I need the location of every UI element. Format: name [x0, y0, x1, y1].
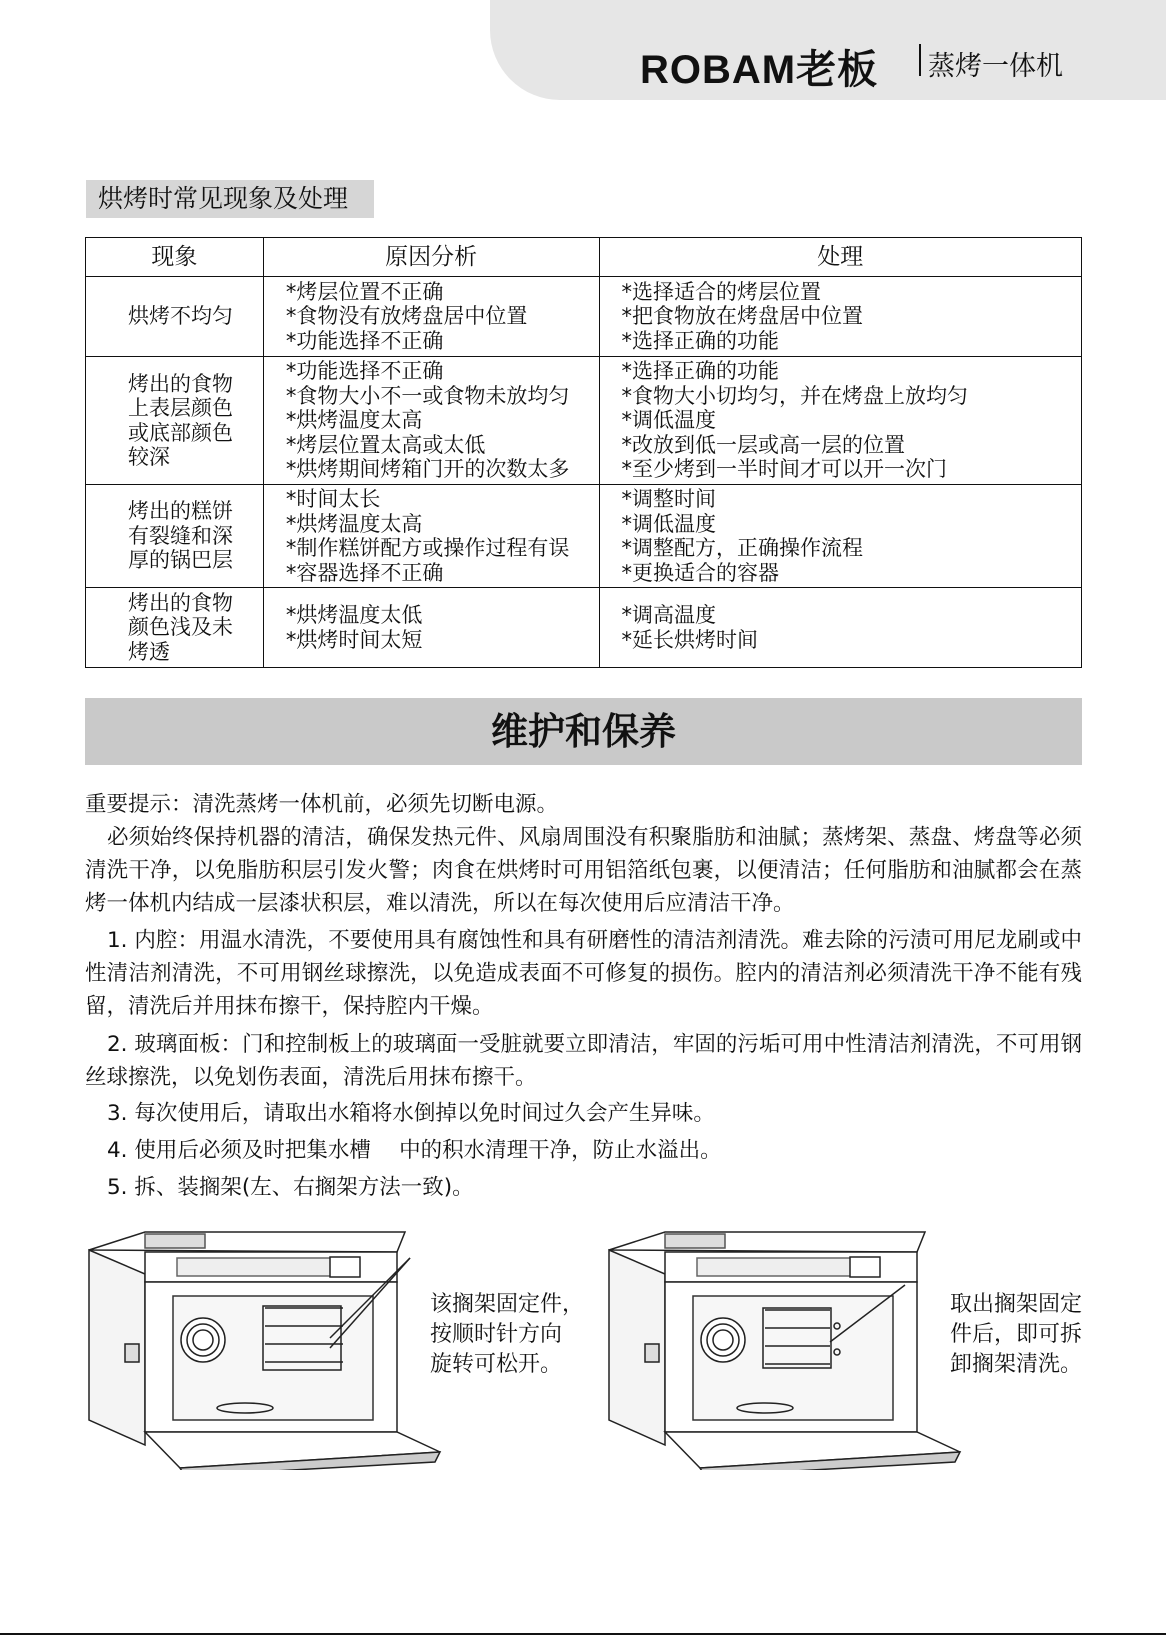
cause-line: *烘烤温度太低 — [285, 603, 423, 627]
solution-line: *改放到低一层或高一层的位置 — [621, 432, 905, 457]
col-header-cause: 原因分析 — [263, 238, 599, 277]
phenomenon-cell — [86, 588, 264, 668]
cause-line: *烘烤期间烤箱门开的次数太多 — [285, 457, 570, 482]
important-note: 重要提示：清洗蒸烤一体机前，必须先切断电源。 — [85, 792, 559, 817]
troubleshooting-table — [85, 237, 1082, 668]
solution-line: *选择正确的功能 — [621, 359, 779, 384]
maintenance-title: 维护和保养 — [85, 698, 1082, 765]
cause-line: *烘烤温度太高 — [285, 511, 423, 536]
maintenance-intro: 必须始终保持机器的清洁，确保发热元件、风扇周围没有积聚脂肪和油腻；蒸烤架、蒸盘、烤盘等必须清洗干净，以免脂肪积层引发火警；肉食在烘烤时可用铝箔纸包裹，以便清洁；任何脂肪和油腻都会在蒸烤一体机内结成一层漆状积层，难以清洗，所以在每次使用后应清洁干净。 — [85, 825, 1082, 916]
cause-line: *功能选择不正确 — [285, 328, 444, 353]
solution-line: *把食物放在烤盘居中位置 — [621, 304, 863, 329]
header-divider — [919, 44, 921, 76]
caption-line: 该搁架固定件， — [430, 1292, 585, 1317]
phenomenon-line: 颜色浅及未 — [128, 615, 233, 640]
oven-illustration-1 — [85, 1230, 465, 1470]
phenomenon-line: 烘烤不均匀 — [128, 304, 233, 329]
caption-line: 件后，即可拆 — [950, 1322, 1083, 1347]
cause-line: *食物没有放烤盘居中位置 — [285, 304, 528, 329]
maintenance-item: 5. 拆、装搁架(左、右搁架方法一致)。 — [107, 1175, 474, 1200]
solution-line: *调高温度 — [621, 603, 716, 627]
phenomenon-cell — [86, 485, 264, 588]
figure-1-caption — [430, 1290, 584, 1380]
solution-line: *延长烘烤时间 — [621, 627, 758, 652]
solution-cell — [599, 485, 1082, 588]
solution-cell — [599, 357, 1082, 485]
col-header-solution: 处理 — [599, 238, 1082, 277]
cause-line: *烘烤时间太短 — [285, 627, 423, 652]
caption-line: 取出搁架固定 — [950, 1292, 1083, 1317]
table-row — [86, 485, 1082, 588]
footer-rule — [0, 1633, 1166, 1635]
baking-section-title: 烘烤时常见现象及处理 — [86, 180, 374, 218]
cause-line: *烤层位置不正确 — [285, 279, 444, 304]
caption-line: 旋转可松开。 — [430, 1352, 563, 1377]
maintenance-item: 1. 内腔：用温水清洗，不要使用具有腐蚀性和具有研磨性的清洁剂清洗。难去除的污渍可用尼龙刷或中性清洁剂清洗，不可用钢丝球擦洗，以免造成表面不可修复的损伤。腔内的清洁剂必须清洗干净不能有残留，清洗后并用抹布擦干，保持腔内干燥。 — [85, 928, 1082, 1019]
cause-line: *烤层位置太高或太低 — [285, 432, 486, 457]
solution-line: *食物大小切均匀，并在烤盘上放均匀 — [621, 383, 968, 408]
solution-line: *更换适合的容器 — [621, 560, 779, 585]
cause-line: *制作糕饼配方或操作过程有误 — [285, 536, 570, 560]
phenomenon-line: 厚的锅巴层 — [128, 548, 233, 573]
solution-line: *选择正确的功能 — [621, 328, 779, 353]
solution-line: *调整时间 — [621, 487, 716, 511]
maintenance-item: 3. 每次使用后，请取出水箱将水倒掉以免时间过久会产生异味。 — [107, 1101, 715, 1126]
maintenance-item: 2. 玻璃面板：门和控制板上的玻璃面一受脏就要立即清洁，牢固的污垢可用中性清洁剂清洗，不可用钢丝球擦洗，以免划伤表面，清洗后用抹布擦干。 — [85, 1032, 1082, 1090]
caption-line: 按顺时针方向 — [430, 1322, 563, 1347]
phenomenon-line: 烤出的食物 — [128, 590, 233, 615]
solution-cell — [599, 588, 1082, 668]
solution-line: *选择适合的烤层位置 — [621, 279, 821, 304]
table-row — [86, 588, 1082, 668]
solution-line: *至少烤到一半时间才可以开一次门 — [621, 457, 947, 482]
solution-line: *调低温度 — [621, 408, 716, 433]
phenomenon-cell — [86, 357, 264, 485]
maintenance-item: 4. 使用后必须及时把集水槽 中的积水清理干净，防止水溢出。 — [107, 1138, 722, 1163]
cause-cell — [263, 357, 599, 485]
table-row — [86, 277, 1082, 357]
cause-cell — [263, 485, 599, 588]
phenomenon-cell — [86, 277, 264, 357]
product-name: 蒸烤一体机 — [928, 51, 1063, 82]
cause-cell — [263, 277, 599, 357]
oven-illustration-2 — [605, 1230, 985, 1470]
phenomenon-line: 有裂缝和深 — [128, 523, 233, 548]
caption-line: 卸搁架清洗。 — [950, 1352, 1083, 1377]
table-header-row — [86, 238, 1082, 277]
cause-line: *时间太长 — [285, 487, 381, 511]
solution-cell — [599, 277, 1082, 357]
brand-logo: ROBAM老板 — [640, 48, 879, 92]
cause-line: *容器选择不正确 — [285, 560, 444, 585]
figure-2-caption — [950, 1290, 1082, 1380]
phenomenon-line: 较深 — [128, 445, 170, 469]
phenomenon-line: 或底部颜色 — [128, 420, 233, 445]
phenomenon-line: 烤出的糕饼 — [128, 499, 233, 524]
phenomenon-line: 烤透 — [128, 639, 170, 664]
cause-cell — [263, 588, 599, 668]
solution-line: *调低温度 — [621, 511, 716, 536]
col-header-phenomenon: 现象 — [86, 238, 264, 277]
cause-line: *功能选择不正确 — [285, 359, 444, 384]
solution-line: *调整配方，正确操作流程 — [621, 536, 863, 560]
cause-line: *烘烤温度太高 — [285, 408, 423, 433]
table-row — [86, 357, 1082, 485]
phenomenon-line: 上表层颜色 — [128, 396, 233, 420]
phenomenon-line: 烤出的食物 — [128, 371, 233, 396]
cause-line: *食物大小不一或食物未放均匀 — [285, 383, 570, 408]
